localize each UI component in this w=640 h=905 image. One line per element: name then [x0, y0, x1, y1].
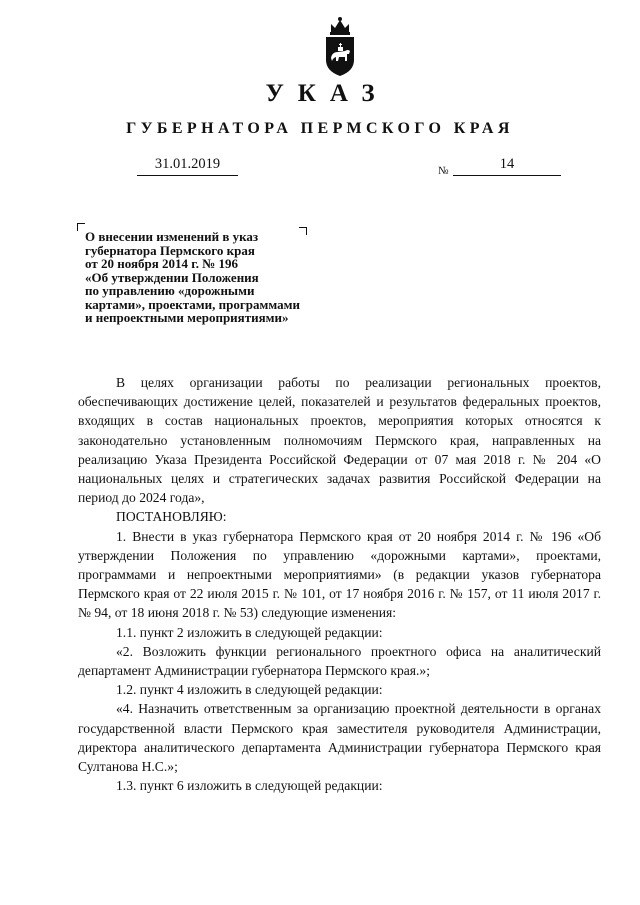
heading-line: по управлению «дорожными [85, 283, 255, 298]
number-sign: № [438, 165, 449, 177]
document-subtitle: ГУБЕРНАТОРА ПЕРМСКОГО КРАЯ [126, 120, 514, 137]
heading-line: от 20 ноября 2014 г. № 196 [85, 256, 239, 271]
heading-bracket-left [77, 223, 85, 231]
document-date: 31.01.2019 [137, 156, 238, 176]
heading-line: губернатора Пермского края [85, 242, 255, 258]
document-title: УКАЗ [265, 80, 389, 107]
heading-line: картами», проектами, программами [85, 296, 300, 312]
perm-krai-coat-of-arms-icon [319, 14, 361, 78]
heading-line: О внесении изменений в указ [85, 229, 259, 244]
paragraph-item-2-text: «2. Возложить функции регионального проектного офиса на аналитический департамент Администрации губернатора Пермского края.»; [78, 643, 601, 679]
paragraph-item-4-text: «4. Назначить ответственным за организацию проектной деятельности в органах государственной власти Пермского края заместителя руководителя Администрации, директора аналитического департамента Администрации губернатора Пермского края Султанова Н.С.»; [78, 701, 601, 775]
paragraph-item-1-2: 1.2. пункт 4 изложить в следующей редакции: [116, 682, 383, 698]
paragraph-item-1-3: 1.3. пункт 6 изложить в следующей редакции: [116, 778, 383, 794]
heading-line: и непроектными мероприятиями» [85, 310, 289, 325]
paragraph-preamble: В целях организации работы по реализации региональных проектов, обеспечивающих достижение целей, показателей и результатов федеральных проектов, входящих в состав национальных проектов, мероприятия которых относятся к законодательно установленным полномочиям Пермского края, направленных на реализацию Указа Президента Российской Федерации от 07 мая 2018 г. № 204 «О национальных целях и стратегических задачах развития Российской Федерации на период до 2024 года», [78, 375, 601, 506]
document-number: 14 [453, 156, 561, 176]
document-body [78, 373, 601, 795]
heading-line: «Об утверждении Положения [85, 269, 259, 285]
paragraph-item-1: 1. Внести в указ губернатора Пермского края от 20 ноября 2014 г. № 196 «Об утверждении Положения по управлению «дорожными картами», проектами, программами и непроектными мероприятиями» (в редакции указов губернатора Пермского края от 22 июля 2015 г. № 101, от 17 ноября 2016 г. № 157, от 11 июля 2017 г. № 94, от 18 июня 2018 г. № 53) следующие изменения: [78, 528, 601, 621]
document-heading [85, 230, 365, 325]
paragraph-decree: ПОСТАНОВЛЯЮ: [116, 509, 227, 525]
paragraph-item-1-1: 1.1. пункт 2 изложить в следующей редакции: [116, 624, 383, 640]
